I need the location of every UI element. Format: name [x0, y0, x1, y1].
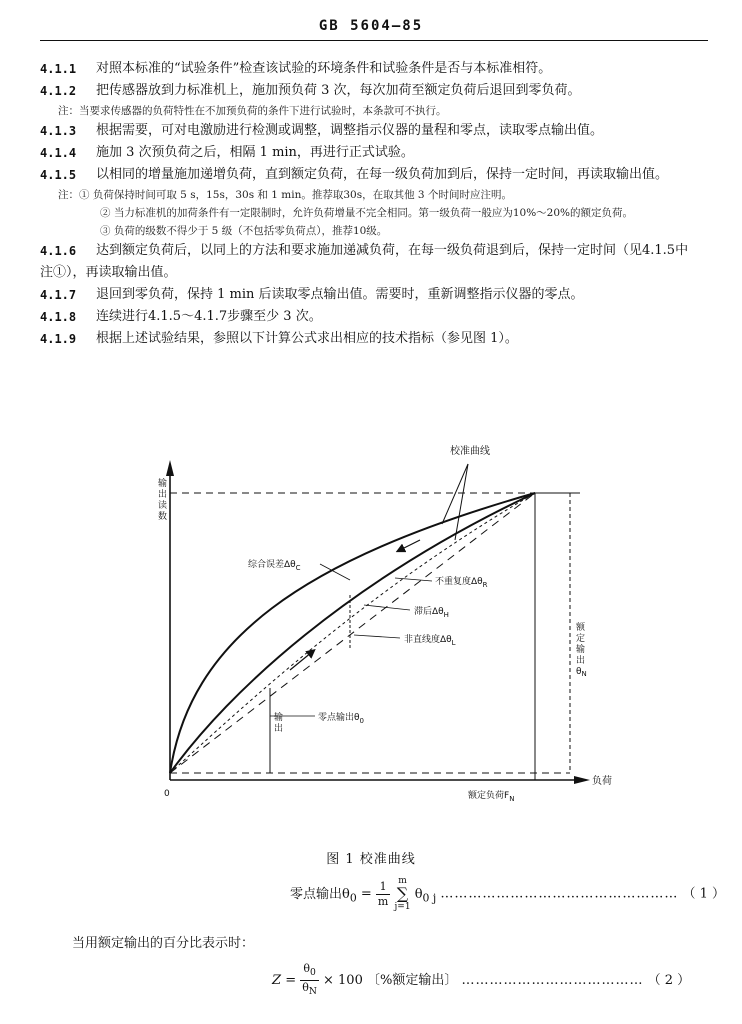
formula-index: （ 1 ） — [682, 886, 726, 902]
clause-4-1-7 — [40, 284, 700, 306]
formula-term: $\theta_{0 j}$ — [414, 886, 437, 905]
clause-number: 4.1.4 — [40, 146, 77, 160]
clause-number: 4.1.7 — [40, 288, 77, 302]
clause-number: 4.1.5 — [40, 168, 77, 182]
formula-intro: 当用额定输出的百分比表示时： — [72, 936, 255, 951]
clause-number: 4.1.3 — [40, 124, 77, 138]
formula-2: Z = $\frac{\theta_0}{\theta_N}$ × 100 〔%额定输出〕 ………………………………… （ 2 ） — [272, 962, 691, 998]
header-rule — [40, 40, 708, 41]
output-label: 输出 — [274, 713, 284, 734]
clause-4-1-8 — [40, 306, 700, 328]
nonlin-leader — [354, 635, 400, 638]
x-axis-label: 负荷 — [592, 776, 612, 787]
formula-1: 零点输出$\theta_0$ = $\frac{1}{m}$ m ∑ j=1 $\theta_{0 j}$ …………………………………………… （ 1 ） — [290, 876, 726, 912]
x-axis-arrow — [574, 776, 590, 784]
clause-note: ② 当力标准机的加荷条件有一定限制时，允许负荷增量不完全相同。第一级负荷一般应为10%～20%的额定负荷。 — [100, 207, 634, 219]
clause-number: 4.1.6 — [40, 244, 77, 258]
hysteresis-label: 滞后$\Delta\theta_H$ — [414, 607, 449, 619]
page-header: GB 5604—85 — [318, 18, 424, 34]
combined-error-label: 综合误差$\Delta\theta_C$ — [248, 560, 301, 572]
reference-line — [170, 493, 535, 773]
clause-4-1-6 — [40, 240, 700, 284]
clause-4-1-2 — [40, 80, 700, 102]
clause-text: 施加 3 次预负荷之后，相隔 1 min，再进行正式试验。 — [96, 145, 414, 160]
clause-4-1-3 — [40, 120, 700, 142]
unload-arrow — [400, 540, 420, 550]
clause-note: ③ 负荷的级数不得少于 5 级（不包括零负荷点），推荐10级。 — [100, 225, 388, 237]
nonlinearity-label: 非直线度$\Delta\theta_L$ — [404, 635, 456, 647]
rated-output-label: 额定输出 $\theta_N$ — [576, 623, 587, 678]
clause-number: 4.1.2 — [40, 84, 77, 98]
formula-fraction: $\frac{1}{m}$ — [377, 879, 389, 908]
clause-4-1-1 — [40, 58, 700, 80]
clause-text: 连续进行4.1.5～4.1.7步骤至少 3 次。 — [96, 309, 322, 324]
formula-index: （ 2 ） — [647, 973, 691, 989]
sum-icon: m ∑ j=1 — [394, 876, 411, 912]
clause-number: 4.1.8 — [40, 310, 77, 324]
clause-text: 把传感器放到力标准机上，施加预负荷 3 次，每次加荷至额定负荷后退回到零负荷。 — [96, 83, 581, 98]
formula-fraction: $\frac{\theta_0}{\theta_N}$ — [302, 962, 317, 998]
clause-number: 4.1.9 — [40, 332, 77, 346]
clause-text: 对照本标准的“试验条件”检查该试验的环境条件和试验条件是否与本标准相符。 — [96, 61, 552, 76]
rated-load-label: 额定负荷$F_N$ — [468, 791, 515, 803]
non-repeat-label: 不重复度$\Delta\theta_R$ — [435, 577, 488, 589]
zero-output-label: 零点输出$\theta_0$ — [318, 713, 364, 725]
clause-note: 注：① 负荷保持时间可取 5 s，15s，30s 和 1 min。推荐取30s，在取其他 3 个时间时应注明。 — [58, 189, 512, 201]
hysteresis-leader — [364, 605, 410, 610]
clause-text: 退回到零负荷，保持 1 min 后读取零点输出值。需要时，重新调整指示仪器的零点。 — [96, 287, 584, 302]
calib-curve-label: 校准曲线 — [450, 446, 490, 457]
figure-caption: 图 1 校准曲线 — [326, 852, 416, 867]
clause-text: 根据上述试验结果，参照以下计算公式求出相应的技术指标（参见图 1）。 — [96, 331, 518, 346]
clause-number: 4.1.1 — [40, 62, 77, 76]
load-arrow — [290, 652, 312, 670]
clause-note: 注：当要求传感器的负荷特性在不加预负荷的条件下进行试验时，本条款可不执行。 — [58, 105, 447, 117]
clause-4-1-9 — [40, 328, 700, 350]
combined-leader — [320, 564, 350, 580]
calibration-curve-figure — [150, 430, 620, 830]
clause-4-1-5 — [40, 164, 700, 186]
clause-text: 以相同的增量施加递增负荷，直到额定负荷，在每一级负荷加到后，保持一定时间，再读取输出值。 — [96, 167, 669, 182]
y-axis-arrow — [166, 460, 174, 476]
formula-lhs: 零点输出$\theta_0$ — [290, 886, 357, 905]
clause-list — [40, 58, 700, 350]
clause-text: 根据需要，可对电激励进行检测或调整，调整指示仪器的量程和零点，读取零点输出值。 — [96, 123, 604, 138]
y-axis-label: 输出读数 — [158, 479, 168, 522]
origin-label: 0 — [164, 789, 170, 799]
clause-text: 达到额定负荷后，以同上的方法和要求施加递减负荷，在每一级负荷退到后，保持一定时间（见4.1.5中注①），再读取输出值。 — [40, 243, 689, 280]
clause-4-1-4 — [40, 142, 700, 164]
